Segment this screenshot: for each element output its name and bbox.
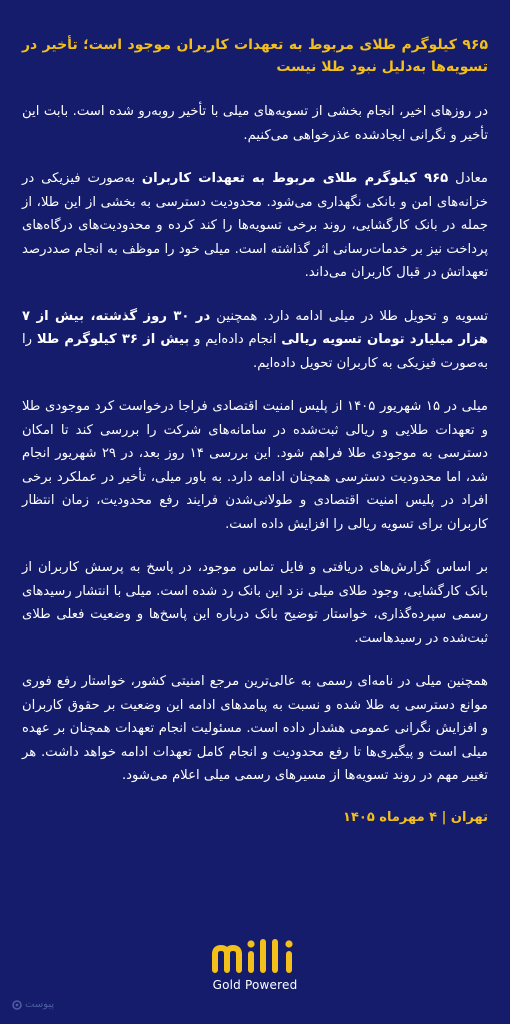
bold-text: بیش از ۳۶ کیلوگرم طلا — [36, 332, 190, 347]
body-paragraph — [22, 100, 488, 147]
text-run: به‌صورت فیزیکی در خزانه‌های امن و بانکی نگهداری می‌شود. محدودیت دسترسی به بخشی از این طلا، از جمله در بانک کارگشایی، روند برخی تسویه‌ها را کند کرده و محدودیت‌های درگاه‌های پرداخت نیز بر خدمات‌رسانی اثر گذاشته است. میلی خود را موظف به انجام صددرصد تعهداتش در قبال کاربران می‌داند. — [22, 171, 488, 280]
signature-date: تهران | ۴ مهرماه ۱۴۰۵ — [343, 809, 488, 825]
milli-logo — [0, 936, 510, 992]
paragraphs — [22, 100, 488, 788]
text-run: تسویه و تحویل طلا در میلی ادامه دارد. همچنین — [210, 308, 488, 324]
announcement-title: ۹۶۵ کیلوگرم طلای مربوط به تعهدات کاربران موجود است؛ تأخیر در تسویه‌ها به‌دلیل نبود طلا نیست — [22, 37, 488, 75]
body-paragraph — [22, 556, 488, 650]
source-watermark — [12, 999, 54, 1010]
bold-text: ۹۶۵ کیلوگرم طلای مربوط به تعهدات کاربران — [141, 171, 449, 186]
pivot-logo-icon — [12, 1000, 22, 1010]
body-paragraph — [22, 305, 488, 376]
bold-text: در ۳۰ روز گذشته، بیش از ۷ هزار میلیارد تومان تسویه ریالی — [22, 308, 489, 347]
text-run: در روزهای اخیر، انجام بخشی از تسویه‌های میلی با تأخیر روبه‌رو شده است. بابت این تأخیر و نگرانی ایجادشده عذرخواهی می‌کنیم. — [22, 104, 488, 143]
source-label: پیوست — [25, 999, 55, 1010]
text-run: بر اساس گزارش‌های دریافتی و فایل تماس موجود، در پاسخ به پرسش کاربران از بانک کارگشایی، وجود طلای میلی نزد این بانک رد شده است. میلی با انتشار رسیدهای رسمی سپرده‌گذاری، خواستار توضیح بانک درباره این پاسخ‌ها و وضعیت فعلی طلای ثبت‌شده در رسیدهاست. — [22, 560, 488, 646]
text-run: انجام داده‌ایم و — [189, 332, 282, 347]
logo-subtitle: Gold Powered — [212, 978, 298, 992]
text-run: را به‌صورت فیزیکی به کاربران تحویل داده‌ایم. — [22, 332, 488, 371]
text-run: میلی در ۱۵ شهریور ۱۴۰۵ از پلیس امنیت اقتصادی فراجا درخواست کرد موجودی طلا و تعهدات طلایی و ریالی ثبت‌شده در سامانه‌های شرکت را بررسی کند تا امکان دسترسی به موجودی طلا فراهم شود. این بررسی ۱۴ روز بعد، در ۲۹ شهریور انجام شد، اما محدودیت دسترسی همچنان ادامه دارد. به باور میلی، تأخیر در عملکرد برخی افراد در پلیس امنیت اقتصادی و طولانی‌شدن فرایند رفع محدودیت، زمان انتظار کاربران برای تسویه ریالی را افزایش داده است. — [22, 399, 489, 532]
announcement-body — [22, 34, 488, 828]
body-paragraph — [22, 167, 488, 285]
text-run: همچنین میلی در نامه‌ای رسمی به عالی‌ترین مرجع امنیتی کشور، خواستار رفع فوری موانع دسترسی به طلا شده و نسبت به پیامدهای ادامه این وضعیت بر حقوق کاربران و افزایش نگرانی عمومی هشدار داده است. مسئولیت انجام تعهدات همچنان بر عهده میلی است و پیگیری‌ها تا رفع محدودیت و انجام کامل تعهدات ادامه خواهد داشت. هر تغییر مهم در روند تسویه‌ها از مسیرهای رسمی میلی اعلام می‌شود. — [22, 674, 488, 783]
body-paragraph — [22, 395, 488, 536]
text-run: معادل — [448, 171, 488, 186]
body-paragraph — [22, 670, 488, 788]
milli-wordmark-logo — [209, 936, 301, 976]
